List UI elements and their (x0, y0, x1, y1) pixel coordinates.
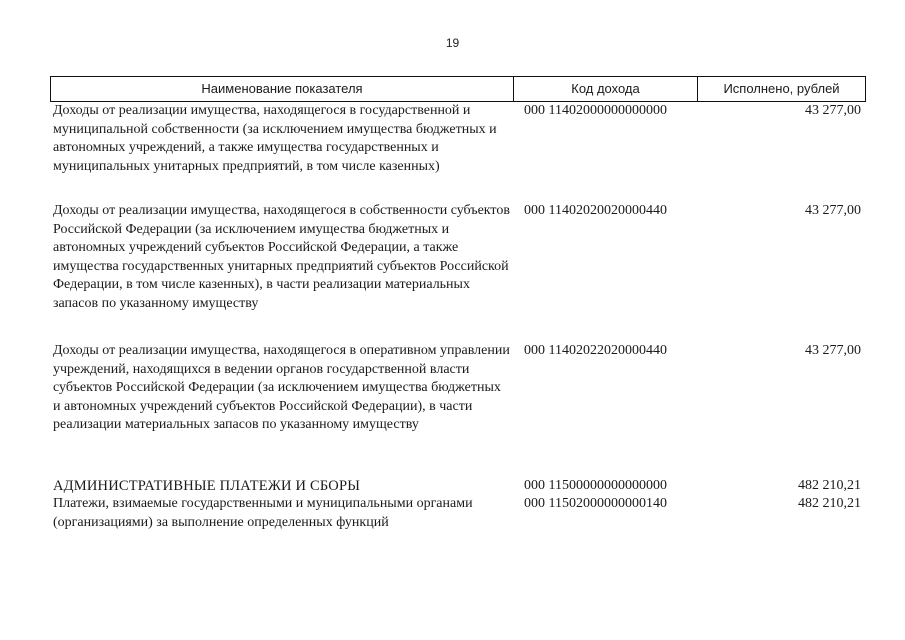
table-row (50, 474, 866, 495)
row-sum: 43 277,00 (805, 203, 861, 218)
row-code: 000 11402000000000000 (524, 103, 667, 118)
row-sum: 482 210,21 (798, 496, 861, 511)
revenue-table (50, 76, 866, 532)
table-header (50, 76, 866, 102)
row-name: Доходы от реализации имущества, находящегося в государственной и муниципальной собственности (за исключением имущества бюджетных и автономных учреждений, а также имущества государственных и муниципальных унитарных предприятий, в том числе казенных) (53, 103, 497, 174)
table-row (50, 495, 866, 532)
row-name: Доходы от реализации имущества, находящегося в оперативном управлении учреждений, находящихся в ведении органов государственной власти субъектов Российской Федерации (за исключением имущества бюджетных и автономных учреждений субъектов Российской Федерации), в части реализации материальных запасов по указанному имуществу (53, 343, 510, 432)
row-name: Доходы от реализации имущества, находящегося в собственности субъектов Российской Федерации (за исключением имущества бюджетных и автономных учреждений субъектов Российской Федерации, а также имущества государственных унитарных предприятий субъектов Российской Федерации, в том числе казенных), в части реализации материальных запасов по указанному имуществу (53, 203, 510, 311)
header-sum: Исполнено, рублей (723, 81, 840, 96)
header-code: Код дохода (514, 77, 698, 101)
row-code: 000 11402022020000440 (524, 343, 667, 358)
row-name: Платежи, взимаемые государственными и муниципальными органами (организациями) за выполнение определенных функций (53, 496, 473, 530)
table-row (50, 102, 866, 202)
page-number: 19 (445, 36, 460, 50)
row-name: АДМИНИСТРАТИВНЫЕ ПЛАТЕЖИ И СБОРЫ (53, 478, 361, 494)
row-sum: 43 277,00 (805, 343, 861, 358)
row-code: 000 11502000000000140 (524, 496, 667, 511)
table-row (50, 202, 866, 342)
row-code: 000 11402020020000440 (524, 203, 667, 218)
row-sum: 482 210,21 (798, 478, 861, 493)
row-code: 000 11500000000000000 (524, 478, 667, 493)
row-sum: 43 277,00 (805, 103, 861, 118)
header-name: Наименование показателя (51, 77, 514, 101)
table-row (50, 342, 866, 474)
